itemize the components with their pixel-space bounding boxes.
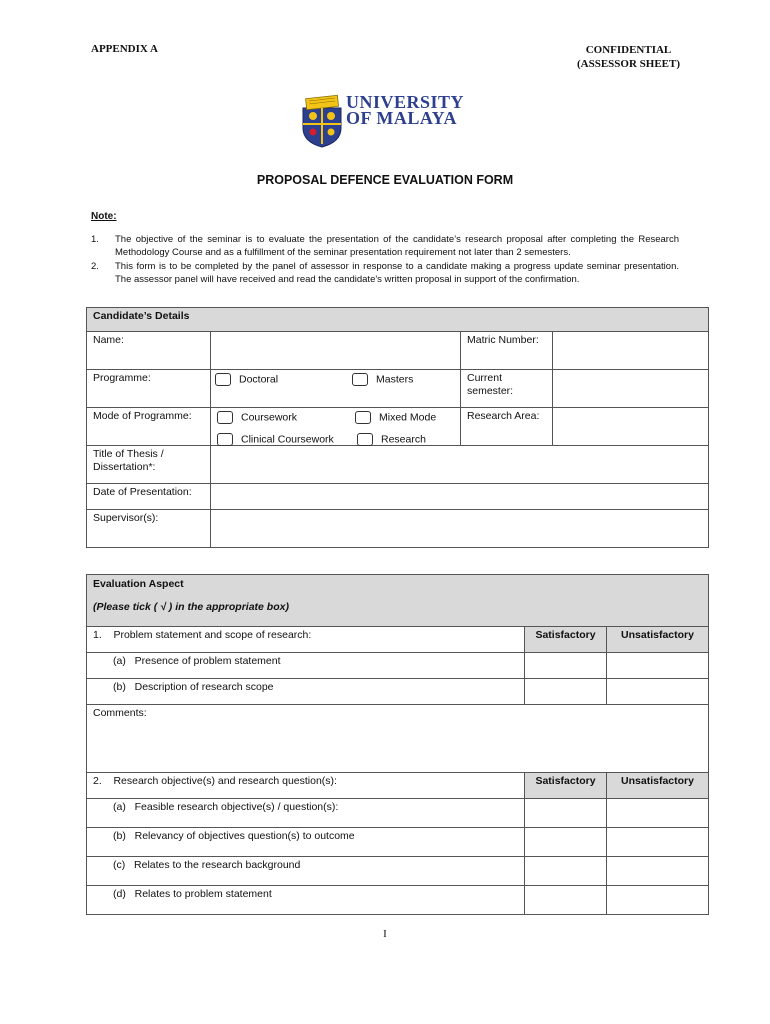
coursework-label: Coursework: [241, 411, 298, 424]
coursework-option[interactable]: [217, 411, 297, 424]
criterion-label: (a): [113, 655, 126, 667]
doctoral-label: Doctoral: [239, 373, 279, 386]
criterion-text: Description of research scope: [134, 681, 274, 693]
presentation-date-field[interactable]: [211, 484, 709, 510]
evaluation-title: Evaluation Aspect: [93, 578, 184, 590]
doctoral-checkbox[interactable]: [215, 373, 231, 386]
masters-label: Masters: [376, 373, 414, 386]
note-text: This form is to be completed by the panel of assessor in response to a candidate making a progress update seminar presentation. The assessor panel will have received and read the candidate's written proposal in support of the confirmation.: [115, 261, 679, 285]
satisfactory-header: Satisfactory: [525, 773, 607, 799]
assessor-sheet-line: (ASSESSOR SHEET): [576, 58, 680, 70]
note-label: Note:: [91, 211, 117, 222]
crest-icon: [300, 94, 344, 148]
satisfactory-cell[interactable]: [525, 828, 607, 857]
candidate-details-table: [86, 307, 709, 548]
unsatisfactory-cell[interactable]: [607, 828, 709, 857]
page-number: I: [383, 928, 387, 940]
section-title-text: Problem statement and scope of research:: [113, 629, 312, 641]
semester-field[interactable]: [553, 370, 709, 408]
satisfactory-cell[interactable]: [525, 857, 607, 886]
unsatisfactory-cell[interactable]: [607, 857, 709, 886]
note-number: 2.: [91, 261, 99, 272]
evaluation-header: [87, 575, 709, 627]
note-item: [91, 233, 679, 259]
mode-label: Mode of Programme:: [87, 408, 211, 446]
masters-option[interactable]: [352, 373, 413, 386]
evaluation-instruction: (Please tick ( √ ) in the appropriate box): [93, 601, 289, 613]
criterion-row: [87, 653, 525, 679]
university-name-line1: UNIVERSITY: [346, 92, 465, 112]
programme-options: [211, 370, 461, 408]
unsatisfactory-header: Unsatisfactory: [607, 627, 709, 653]
criterion-row: [87, 886, 525, 915]
research-checkbox[interactable]: [357, 433, 373, 446]
criterion-label: (a): [113, 801, 126, 813]
matric-label: Matric Number:: [461, 332, 553, 370]
appendix-label: APPENDIX A: [91, 43, 158, 55]
mixed-mode-option[interactable]: [355, 411, 436, 424]
criterion-row: [87, 828, 525, 857]
confidential-label: [577, 43, 680, 71]
criterion-text: Feasible research objective(s) / question(s):: [134, 801, 339, 813]
thesis-title-field[interactable]: [211, 446, 709, 484]
section-title: [87, 627, 525, 653]
criterion-row: [87, 857, 525, 886]
presentation-date-label: Date of Presentation:: [87, 484, 211, 510]
criterion-row: [87, 679, 525, 705]
university-logo: [300, 94, 470, 148]
mode-options: [211, 408, 461, 446]
note-item: [91, 260, 679, 286]
research-option[interactable]: [357, 433, 426, 446]
comments-field[interactable]: [87, 705, 709, 773]
research-label: Research: [381, 433, 426, 446]
note-text: The objective of the seminar is to evaluate the presentation of the candidate’s research proposal after completing the Research Methodology Course and as a fulfillment of the seminar presentation requirement not later than 2 semesters.: [115, 234, 679, 258]
criterion-label: (d): [113, 888, 126, 900]
university-name: [346, 94, 464, 126]
research-area-field[interactable]: [553, 408, 709, 446]
doctoral-option[interactable]: [215, 373, 278, 386]
name-label: Name:: [87, 332, 211, 370]
satisfactory-cell[interactable]: [525, 799, 607, 828]
unsatisfactory-cell[interactable]: [607, 886, 709, 915]
criterion-text: Relates to problem statement: [134, 888, 272, 900]
mixed-mode-checkbox[interactable]: [355, 411, 371, 424]
criterion-label: (b): [113, 830, 126, 842]
section-number: 2.: [93, 775, 102, 787]
unsatisfactory-header: Unsatisfactory: [607, 773, 709, 799]
thesis-title-label: Title of Thesis / Dissertation*:: [87, 446, 211, 484]
confidential-line: CONFIDENTIAL: [585, 44, 672, 56]
supervisor-field[interactable]: [211, 510, 709, 548]
form-title: PROPOSAL DEFENCE EVALUATION FORM: [256, 173, 514, 187]
note-number: 1.: [91, 234, 99, 245]
unsatisfactory-cell[interactable]: [607, 799, 709, 828]
section-title: [87, 773, 525, 799]
coursework-checkbox[interactable]: [217, 411, 233, 424]
research-area-label: Research Area:: [461, 408, 553, 446]
satisfactory-cell[interactable]: [525, 679, 607, 705]
unsatisfactory-cell[interactable]: [607, 679, 709, 705]
section-title-text: Research objective(s) and research question(s):: [113, 775, 337, 787]
comments-label: Comments:: [93, 707, 147, 719]
masters-checkbox[interactable]: [352, 373, 368, 386]
semester-label: Current semester:: [461, 370, 553, 408]
satisfactory-cell[interactable]: [525, 886, 607, 915]
mixed-mode-label: Mixed Mode: [379, 411, 437, 424]
criterion-row: [87, 799, 525, 828]
clinical-coursework-option[interactable]: [217, 433, 334, 446]
satisfactory-cell[interactable]: [525, 653, 607, 679]
criterion-text: Relevancy of objectives question(s) to outcome: [134, 830, 355, 842]
criterion-text: Presence of problem statement: [134, 655, 281, 667]
programme-label: Programme:: [87, 370, 211, 408]
criterion-label: (b): [113, 681, 126, 693]
university-name-line2: OF MALAYA: [346, 108, 458, 128]
candidate-details-header: Candidate’s Details: [87, 308, 709, 332]
clinical-coursework-label: Clinical Coursework: [241, 433, 334, 446]
clinical-coursework-checkbox[interactable]: [217, 433, 233, 446]
satisfactory-header: Satisfactory: [525, 627, 607, 653]
section-number: 1.: [93, 629, 102, 641]
criterion-label: (c): [113, 859, 126, 871]
unsatisfactory-cell[interactable]: [607, 653, 709, 679]
name-field[interactable]: [211, 332, 461, 370]
supervisor-label: Supervisor(s):: [87, 510, 211, 548]
matric-field[interactable]: [553, 332, 709, 370]
evaluation-table: [86, 574, 709, 915]
criterion-text: Relates to the research background: [134, 859, 301, 871]
